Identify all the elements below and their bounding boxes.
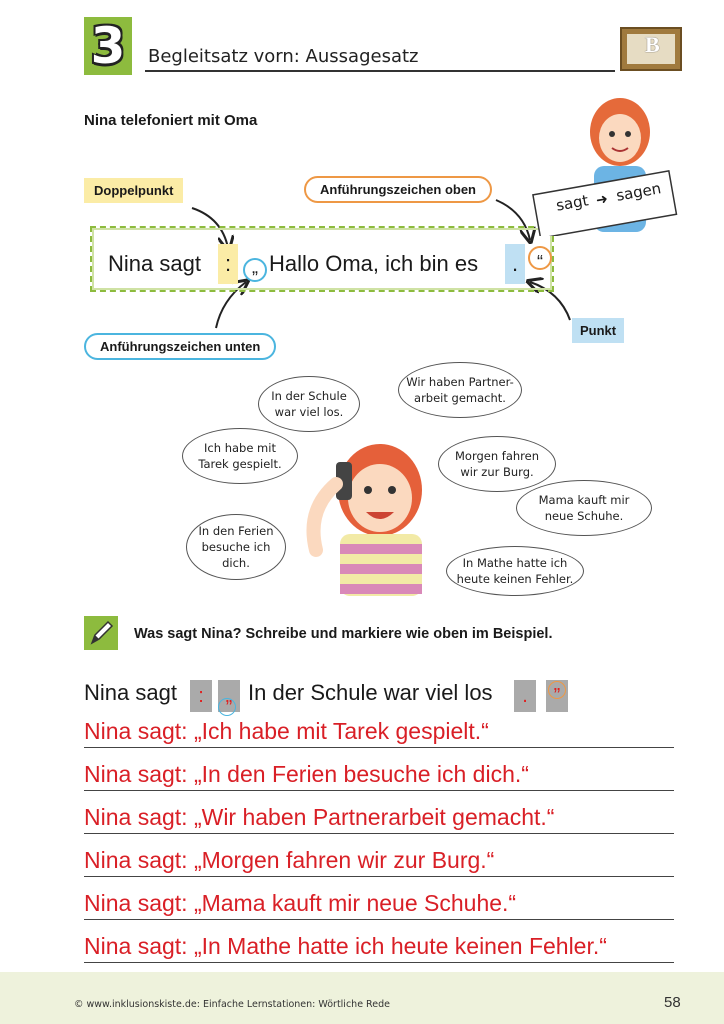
pencil-icon bbox=[84, 616, 118, 650]
speech-bubble: Wir haben Partner-arbeit gemacht. bbox=[398, 362, 522, 418]
model-quote-close-mark: ” bbox=[546, 680, 568, 712]
model-speech: In der Schule war viel los bbox=[248, 680, 493, 705]
sign-word-1: sagt bbox=[554, 191, 590, 215]
section-title: Nina telefoniert mit Oma bbox=[84, 112, 258, 129]
label-anfuehrungszeichen-unten: Anführungszeichen unten bbox=[84, 333, 276, 360]
example-speech: Hallo Oma, ich bin es bbox=[269, 251, 479, 276]
sign-word-2: sagen bbox=[614, 179, 663, 205]
model-quote-close-circle bbox=[548, 681, 566, 699]
footer-source: © www.inklusionskiste.de: Einfache Lernstationen: Wörtliche Rede bbox=[74, 999, 390, 1010]
station-number: 3 bbox=[90, 17, 126, 75]
answer-line[interactable]: Nina sagt: „Morgen fahren wir zur Burg.“ bbox=[84, 833, 674, 877]
model-quote-open-mark: „ bbox=[218, 680, 240, 712]
speech-bubble: In den Ferien besuche ich dich. bbox=[186, 514, 286, 580]
speech-bubble: In Mathe hatte ich heute keinen Fehler. bbox=[446, 546, 584, 596]
speech-bubble: Ich habe mit Tarek gespielt. bbox=[182, 428, 298, 484]
example-part1: Nina sagt bbox=[108, 251, 201, 276]
page-number: 58 bbox=[664, 994, 681, 1011]
model-colon-mark: : bbox=[190, 680, 212, 712]
label-doppelpunkt: Doppelpunkt bbox=[84, 178, 183, 203]
answer-line[interactable]: Nina sagt: „Wir haben Partnerarbeit gemacht.“ bbox=[84, 790, 674, 834]
model-period-mark: . bbox=[514, 680, 536, 712]
speech-bubble: Morgen fahren wir zur Burg. bbox=[438, 436, 556, 492]
board-letter: B bbox=[645, 32, 660, 57]
example-period-mark: . bbox=[505, 244, 525, 284]
answer-line[interactable]: Nina sagt: „In Mathe hatte ich heute keinen Fehler.“ bbox=[84, 919, 674, 963]
girl-with-sign-illustration bbox=[528, 96, 688, 236]
footer-band bbox=[0, 972, 724, 1024]
speech-bubble: In der Schule war viel los. bbox=[258, 376, 360, 432]
example-quote-close-mark: “ bbox=[528, 246, 552, 270]
answer-line[interactable]: Nina sagt: „Mama kauft mir neue Schuhe.“ bbox=[84, 876, 674, 920]
page-title: Begleitsatz vorn: Aussagesatz bbox=[148, 46, 419, 67]
example-colon-mark: : bbox=[218, 244, 238, 284]
arrow-right-icon: ➜ bbox=[594, 190, 609, 208]
example-quote-open-mark: „ bbox=[243, 258, 267, 282]
task-instruction: Was sagt Nina? Schreibe und markiere wie oben im Beispiel. bbox=[134, 626, 553, 642]
girl-on-phone-illustration bbox=[296, 440, 456, 596]
answer-line[interactable]: Nina sagt: „Ich habe mit Tarek gespielt.“ bbox=[84, 704, 674, 748]
model-part1: Nina sagt bbox=[84, 680, 177, 705]
label-anfuehrungszeichen-oben: Anführungszeichen oben bbox=[304, 176, 492, 203]
label-punkt: Punkt bbox=[572, 318, 624, 343]
speech-bubble: Mama kauft mir neue Schuhe. bbox=[516, 480, 652, 536]
answer-line[interactable]: Nina sagt: „In den Ferien besuche ich dich.“ bbox=[84, 747, 674, 791]
